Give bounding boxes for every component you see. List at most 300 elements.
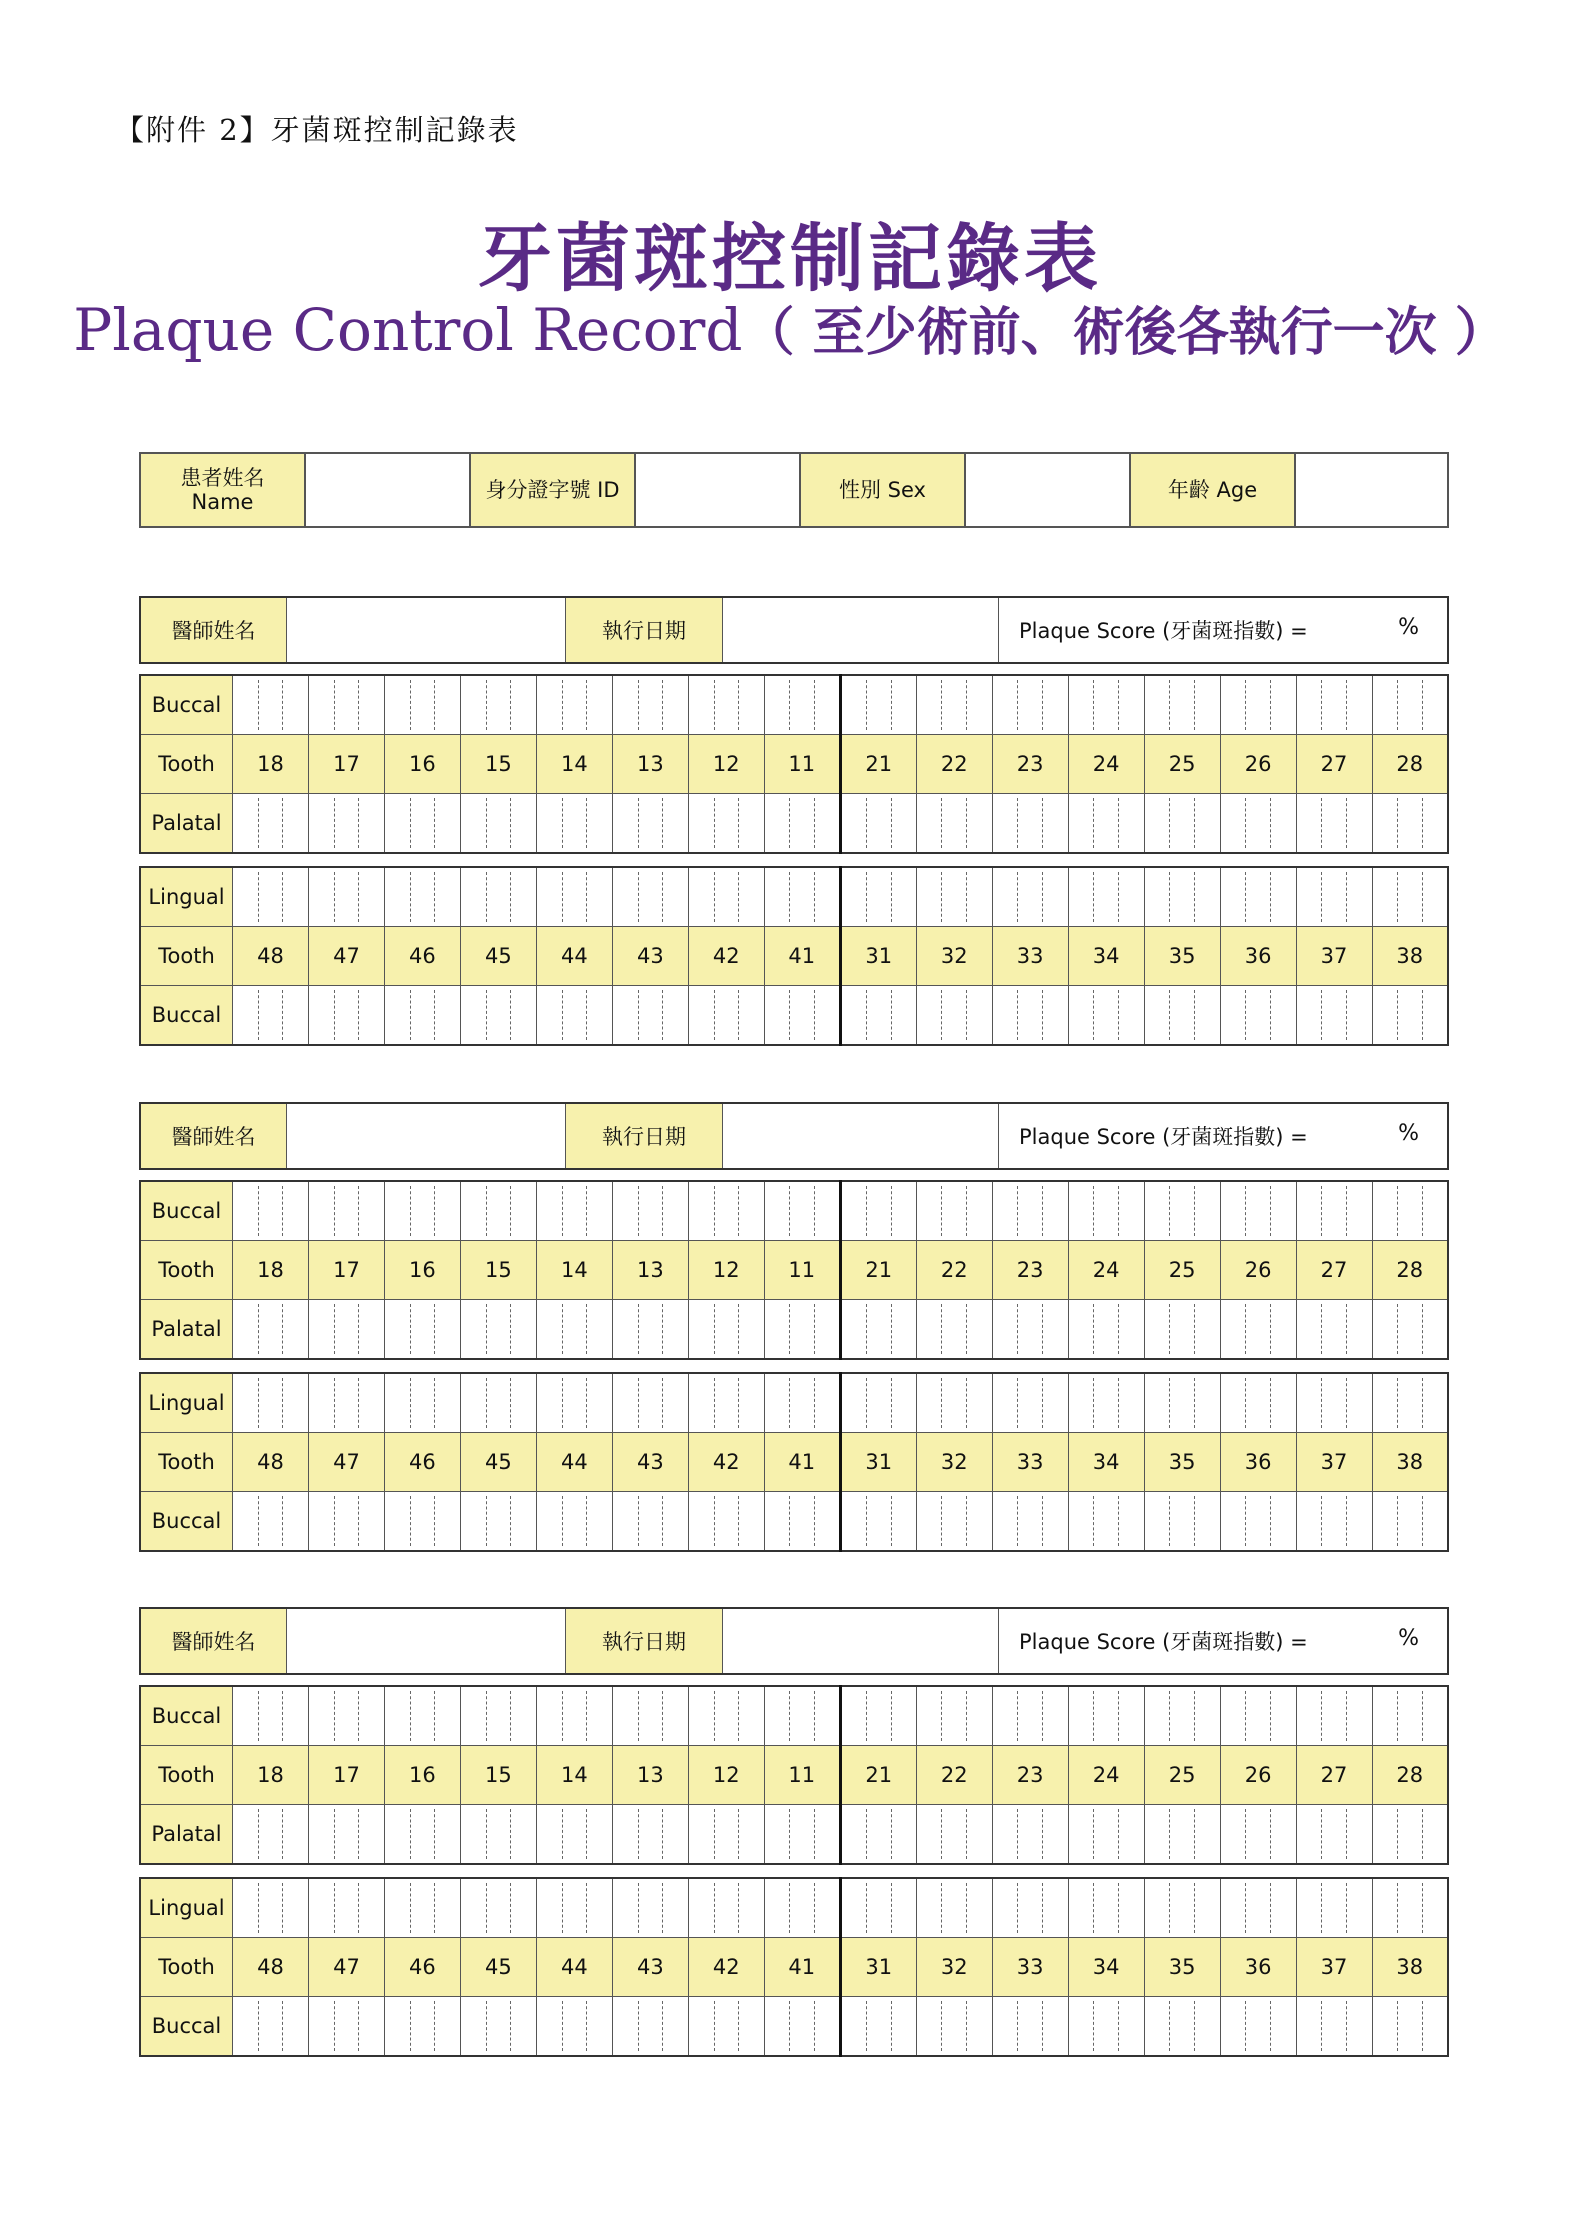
surface-divider bbox=[1093, 1186, 1094, 1236]
date-field[interactable] bbox=[723, 1103, 999, 1169]
surface-divider bbox=[738, 1883, 739, 1933]
upper-bottom-surface-cell[interactable] bbox=[1068, 1300, 1144, 1360]
upper-bottom-surface-cell[interactable] bbox=[840, 1300, 916, 1360]
upper-bottom-surface-row bbox=[140, 1300, 1448, 1360]
lower-top-surface-cell[interactable] bbox=[1296, 1373, 1372, 1433]
surface-divider bbox=[562, 680, 563, 730]
upper-top-surface-cell[interactable] bbox=[1372, 1686, 1448, 1746]
surface-divider bbox=[738, 680, 739, 730]
surface-divider bbox=[714, 1186, 715, 1236]
surface-divider bbox=[1270, 872, 1271, 922]
upper-top-surface-cell[interactable] bbox=[233, 1181, 309, 1241]
lower-bottom-surface-cell[interactable] bbox=[840, 1997, 916, 2057]
surface-divider bbox=[1118, 1809, 1119, 1859]
upper-top-surface-cell[interactable] bbox=[460, 1686, 536, 1746]
upper-bottom-surface-cell[interactable] bbox=[992, 1300, 1068, 1360]
upper-top-surface-cell[interactable] bbox=[764, 675, 840, 735]
upper-top-surface-cell[interactable] bbox=[460, 1181, 536, 1241]
upper-top-surface-cell[interactable] bbox=[840, 1181, 916, 1241]
lower-top-surface-cell[interactable] bbox=[460, 867, 536, 927]
lower-top-surface-cell[interactable] bbox=[233, 867, 309, 927]
surface-divider bbox=[258, 1883, 259, 1933]
lower-bottom-surface-cell[interactable] bbox=[688, 1997, 764, 2057]
surface-divider bbox=[814, 1186, 815, 1236]
page-title: 牙菌斑控制記錄表 bbox=[478, 216, 1102, 302]
lower-bottom-surface-cell[interactable] bbox=[1372, 1492, 1448, 1552]
upper-top-surface-cell[interactable] bbox=[308, 1181, 384, 1241]
lower-top-surface-cell[interactable] bbox=[916, 1878, 992, 1938]
upper-top-surface-cell[interactable] bbox=[840, 1686, 916, 1746]
upper-top-surface-cell[interactable] bbox=[764, 1686, 840, 1746]
surface-divider bbox=[789, 680, 790, 730]
upper-arch-table bbox=[139, 1685, 1449, 1865]
surface-divider bbox=[662, 1186, 663, 1236]
upper-bottom-surface-cell[interactable] bbox=[1372, 794, 1448, 854]
lower-bottom-surface-cell[interactable] bbox=[308, 1492, 384, 1552]
lower-bottom-surface-cell[interactable] bbox=[536, 1997, 612, 2057]
tooth-number: 44 bbox=[536, 1938, 612, 1997]
lower-bottom-surface-cell[interactable] bbox=[612, 1492, 688, 1552]
upper-bottom-surface-cell[interactable] bbox=[1296, 794, 1372, 854]
surface-divider bbox=[1169, 680, 1170, 730]
surface-divider bbox=[789, 1378, 790, 1428]
lower-top-surface-cell[interactable] bbox=[916, 1373, 992, 1433]
upper-bottom-surface-cell[interactable] bbox=[764, 1300, 840, 1360]
surface-divider bbox=[1169, 872, 1170, 922]
upper-bottom-surface-cell[interactable] bbox=[1296, 1300, 1372, 1360]
surface-divider bbox=[1422, 680, 1423, 730]
attachment-label: 【附件 2】牙菌斑控制記錄表 bbox=[115, 113, 519, 147]
lower-bottom-surface-cell[interactable] bbox=[1220, 1997, 1296, 2057]
lower-top-surface-cell[interactable] bbox=[764, 1878, 840, 1938]
surface-divider bbox=[1321, 872, 1322, 922]
tooth-number-row bbox=[140, 1433, 1448, 1492]
surface-divider bbox=[1093, 1691, 1094, 1741]
lower-top-surface-cell[interactable] bbox=[764, 1373, 840, 1433]
upper-bottom-surface-cell[interactable] bbox=[460, 794, 536, 854]
upper-bottom-surface-cell[interactable] bbox=[460, 1300, 536, 1360]
lower-bottom-surface-cell[interactable] bbox=[1220, 986, 1296, 1046]
lower-bottom-surface-cell[interactable] bbox=[1068, 1492, 1144, 1552]
upper-top-surface-cell[interactable] bbox=[916, 1181, 992, 1241]
lower-bottom-surface-cell[interactable] bbox=[1296, 986, 1372, 1046]
upper-top-surface-cell[interactable] bbox=[1296, 1686, 1372, 1746]
surface-divider bbox=[1397, 1304, 1398, 1354]
surface-divider bbox=[358, 798, 359, 848]
lower-top-surface-cell[interactable] bbox=[916, 867, 992, 927]
upper-bottom-surface-cell[interactable] bbox=[233, 794, 309, 854]
tooth-number: 37 bbox=[1296, 927, 1372, 986]
upper-bottom-surface-cell[interactable] bbox=[536, 794, 612, 854]
lower-top-surface-cell[interactable] bbox=[1372, 867, 1448, 927]
upper-top-surface-cell[interactable] bbox=[1296, 675, 1372, 735]
lower-bottom-surface-cell[interactable] bbox=[1144, 986, 1220, 1046]
lower-bottom-surface-cell[interactable] bbox=[612, 986, 688, 1046]
upper-top-surface-cell[interactable] bbox=[536, 1181, 612, 1241]
id-field[interactable] bbox=[635, 453, 800, 527]
upper-bottom-surface-cell[interactable] bbox=[308, 1805, 384, 1865]
upper-top-surface-cell[interactable] bbox=[992, 1181, 1068, 1241]
lower-bottom-surface-cell[interactable] bbox=[1144, 1997, 1220, 2057]
surface-divider bbox=[1017, 1691, 1018, 1741]
upper-top-surface-cell[interactable] bbox=[384, 1181, 460, 1241]
lower-top-surface-cell[interactable] bbox=[536, 1373, 612, 1433]
surface-divider bbox=[282, 1883, 283, 1933]
tooth-number: 38 bbox=[1372, 927, 1448, 986]
lower-top-surface-cell[interactable] bbox=[460, 1373, 536, 1433]
lower-bottom-surface-cell[interactable] bbox=[764, 1492, 840, 1552]
surface-divider bbox=[1397, 2001, 1398, 2051]
tooth-number: 45 bbox=[460, 1938, 536, 1997]
surface-divider bbox=[1017, 680, 1018, 730]
upper-bottom-surface-cell[interactable] bbox=[1068, 1805, 1144, 1865]
surface-divider bbox=[1245, 872, 1246, 922]
upper-bottom-surface-cell[interactable] bbox=[916, 1300, 992, 1360]
tooth-number: 13 bbox=[612, 1746, 688, 1805]
upper-top-surface-cell[interactable] bbox=[1068, 1181, 1144, 1241]
surface-divider bbox=[1194, 1809, 1195, 1859]
upper-bottom-surface-cell[interactable] bbox=[612, 1300, 688, 1360]
lower-bottom-surface-cell[interactable] bbox=[916, 1997, 992, 2057]
plaque-score-field[interactable] bbox=[999, 1103, 1449, 1169]
lower-top-surface-cell[interactable] bbox=[233, 1373, 309, 1433]
lower-bottom-surface-cell[interactable] bbox=[384, 986, 460, 1046]
upper-bottom-surface-cell[interactable] bbox=[384, 1805, 460, 1865]
lower-bottom-surface-cell[interactable] bbox=[992, 1492, 1068, 1552]
surface-divider bbox=[714, 1691, 715, 1741]
upper-bottom-surface-cell[interactable] bbox=[992, 1805, 1068, 1865]
lower-top-surface-cell[interactable] bbox=[840, 1878, 916, 1938]
surface-divider bbox=[586, 798, 587, 848]
lower-top-surface-cell[interactable] bbox=[384, 1878, 460, 1938]
lower-top-surface-cell[interactable] bbox=[612, 867, 688, 927]
lower-top-surface-cell[interactable] bbox=[308, 867, 384, 927]
upper-top-surface-cell[interactable] bbox=[536, 675, 612, 735]
lower-top-surface-cell[interactable] bbox=[840, 1373, 916, 1433]
upper-bottom-surface-cell[interactable] bbox=[840, 794, 916, 854]
plaque-score-field[interactable] bbox=[999, 597, 1449, 663]
lower-bottom-surface-cell[interactable] bbox=[916, 1492, 992, 1552]
upper-top-surface-cell[interactable] bbox=[612, 675, 688, 735]
lower-bottom-surface-cell[interactable] bbox=[1144, 1492, 1220, 1552]
upper-bottom-surface-cell[interactable] bbox=[764, 1805, 840, 1865]
lower-top-surface-row bbox=[140, 867, 1448, 927]
lower-top-surface-cell[interactable] bbox=[1144, 867, 1220, 927]
upper-bottom-surface-cell[interactable] bbox=[688, 1805, 764, 1865]
surface-divider bbox=[941, 680, 942, 730]
upper-top-surface-cell[interactable] bbox=[1068, 1686, 1144, 1746]
lower-top-surface-cell[interactable] bbox=[384, 1373, 460, 1433]
upper-top-surface-cell[interactable] bbox=[1220, 1181, 1296, 1241]
surface-divider bbox=[486, 990, 487, 1040]
surface-divider bbox=[1093, 1809, 1094, 1859]
lower-bottom-surface-cell[interactable] bbox=[840, 1492, 916, 1552]
upper-top-surface-cell[interactable] bbox=[916, 675, 992, 735]
lower-arch-table bbox=[139, 1372, 1449, 1552]
surface-divider bbox=[814, 1496, 815, 1546]
surface-divider bbox=[866, 1378, 867, 1428]
surface-divider bbox=[1194, 798, 1195, 848]
lower-bottom-surface-cell[interactable] bbox=[688, 1492, 764, 1552]
lower-bottom-surface-cell[interactable] bbox=[384, 1492, 460, 1552]
upper-bottom-surface-cell[interactable] bbox=[612, 794, 688, 854]
lower-top-surface-cell[interactable] bbox=[612, 1878, 688, 1938]
upper-bottom-surface-cell[interactable] bbox=[1144, 1805, 1220, 1865]
lower-top-surface-cell[interactable] bbox=[840, 867, 916, 927]
upper-bottom-surface-cell[interactable] bbox=[308, 1300, 384, 1360]
lower-bottom-surface-cell[interactable] bbox=[536, 1492, 612, 1552]
upper-top-surface-cell[interactable] bbox=[1144, 1181, 1220, 1241]
upper-top-surface-cell[interactable] bbox=[916, 1686, 992, 1746]
upper-top-surface-cell[interactable] bbox=[1220, 675, 1296, 735]
lower-top-surface-cell[interactable] bbox=[1296, 867, 1372, 927]
lower-top-surface-cell[interactable] bbox=[1144, 1373, 1220, 1433]
lower-bottom-surface-label: Buccal bbox=[140, 986, 233, 1046]
name-field[interactable] bbox=[305, 453, 470, 527]
upper-top-surface-cell[interactable] bbox=[1220, 1686, 1296, 1746]
tooth-number: 32 bbox=[916, 927, 992, 986]
lower-top-surface-cell[interactable] bbox=[1220, 1878, 1296, 1938]
lower-bottom-surface-cell[interactable] bbox=[992, 986, 1068, 1046]
surface-divider bbox=[510, 872, 511, 922]
upper-bottom-surface-cell[interactable] bbox=[308, 794, 384, 854]
surface-divider bbox=[434, 1378, 435, 1428]
surface-divider bbox=[891, 2001, 892, 2051]
upper-bottom-surface-cell[interactable] bbox=[1372, 1300, 1448, 1360]
surface-divider bbox=[789, 798, 790, 848]
upper-top-surface-cell[interactable] bbox=[764, 1181, 840, 1241]
surface-divider bbox=[1346, 680, 1347, 730]
lower-top-surface-cell[interactable] bbox=[1220, 867, 1296, 927]
lower-top-surface-cell[interactable] bbox=[688, 867, 764, 927]
lower-top-surface-cell[interactable] bbox=[384, 867, 460, 927]
surface-divider bbox=[334, 1304, 335, 1354]
surface-divider bbox=[638, 1186, 639, 1236]
upper-top-surface-cell[interactable] bbox=[384, 1686, 460, 1746]
lower-bottom-surface-cell[interactable] bbox=[764, 986, 840, 1046]
lower-top-surface-cell[interactable] bbox=[308, 1373, 384, 1433]
percent-sign: % bbox=[1398, 1121, 1419, 1146]
upper-top-surface-cell[interactable] bbox=[1068, 675, 1144, 735]
upper-top-surface-cell[interactable] bbox=[1372, 1181, 1448, 1241]
lower-bottom-surface-cell[interactable] bbox=[1220, 1492, 1296, 1552]
upper-bottom-surface-cell[interactable] bbox=[688, 1300, 764, 1360]
upper-top-surface-cell[interactable] bbox=[233, 1686, 309, 1746]
lower-bottom-surface-cell[interactable] bbox=[460, 986, 536, 1046]
lower-top-surface-cell[interactable] bbox=[1372, 1878, 1448, 1938]
surface-divider bbox=[1245, 1883, 1246, 1933]
upper-top-surface-cell[interactable] bbox=[1144, 1686, 1220, 1746]
surface-divider bbox=[891, 1883, 892, 1933]
upper-bottom-surface-cell[interactable] bbox=[1220, 1300, 1296, 1360]
surface-divider bbox=[1422, 1691, 1423, 1741]
upper-bottom-surface-cell[interactable] bbox=[233, 1300, 309, 1360]
lower-top-surface-cell[interactable] bbox=[612, 1373, 688, 1433]
lower-bottom-surface-cell[interactable] bbox=[536, 986, 612, 1046]
lower-bottom-surface-cell[interactable] bbox=[916, 986, 992, 1046]
date-field[interactable] bbox=[723, 1608, 999, 1674]
lower-bottom-surface-cell[interactable] bbox=[992, 1997, 1068, 2057]
lower-top-surface-label: Lingual bbox=[140, 867, 233, 927]
surface-divider bbox=[1245, 1496, 1246, 1546]
lower-bottom-surface-cell[interactable] bbox=[460, 1492, 536, 1552]
tooth-number: 32 bbox=[916, 1938, 992, 1997]
surface-divider bbox=[258, 1691, 259, 1741]
lower-bottom-surface-cell[interactable] bbox=[612, 1997, 688, 2057]
surface-divider bbox=[586, 990, 587, 1040]
upper-bottom-surface-cell[interactable] bbox=[1220, 794, 1296, 854]
lower-bottom-surface-cell[interactable] bbox=[1296, 1997, 1372, 2057]
tooth-number-row bbox=[140, 735, 1448, 794]
doctor-field[interactable] bbox=[287, 1103, 566, 1169]
lower-bottom-surface-cell[interactable] bbox=[840, 986, 916, 1046]
upper-bottom-surface-cell[interactable] bbox=[688, 794, 764, 854]
upper-top-surface-cell[interactable] bbox=[688, 1181, 764, 1241]
lower-bottom-surface-cell[interactable] bbox=[1296, 1492, 1372, 1552]
upper-bottom-surface-cell[interactable] bbox=[1144, 1300, 1220, 1360]
upper-bottom-surface-cell[interactable] bbox=[1144, 794, 1220, 854]
lower-top-surface-cell[interactable] bbox=[233, 1878, 309, 1938]
upper-top-surface-cell[interactable] bbox=[688, 1686, 764, 1746]
upper-bottom-surface-cell[interactable] bbox=[536, 1805, 612, 1865]
surface-divider bbox=[434, 872, 435, 922]
lower-top-surface-cell[interactable] bbox=[536, 1878, 612, 1938]
upper-bottom-surface-cell[interactable] bbox=[1372, 1805, 1448, 1865]
upper-top-surface-cell[interactable] bbox=[536, 1686, 612, 1746]
lower-bottom-surface-cell[interactable] bbox=[688, 986, 764, 1046]
upper-top-surface-cell[interactable] bbox=[612, 1181, 688, 1241]
surface-divider bbox=[966, 1304, 967, 1354]
tooth-number: 46 bbox=[384, 1433, 460, 1492]
date-field[interactable] bbox=[723, 597, 999, 663]
upper-bottom-surface-cell[interactable] bbox=[612, 1805, 688, 1865]
upper-top-surface-cell[interactable] bbox=[612, 1686, 688, 1746]
upper-bottom-surface-cell[interactable] bbox=[1068, 794, 1144, 854]
tooth-number: 11 bbox=[764, 735, 840, 794]
lower-bottom-surface-cell[interactable] bbox=[1372, 986, 1448, 1046]
upper-bottom-surface-cell[interactable] bbox=[764, 794, 840, 854]
surface-divider bbox=[966, 1883, 967, 1933]
upper-top-surface-cell[interactable] bbox=[992, 675, 1068, 735]
lower-top-surface-cell[interactable] bbox=[688, 1878, 764, 1938]
surface-divider bbox=[1042, 1186, 1043, 1236]
upper-bottom-surface-cell[interactable] bbox=[916, 794, 992, 854]
tooth-number: 22 bbox=[916, 1241, 992, 1300]
lower-top-surface-cell[interactable] bbox=[992, 1373, 1068, 1433]
upper-top-surface-cell[interactable] bbox=[384, 675, 460, 735]
surface-divider bbox=[638, 798, 639, 848]
surface-divider bbox=[662, 1304, 663, 1354]
surface-divider bbox=[1017, 1304, 1018, 1354]
sex-field[interactable] bbox=[965, 453, 1130, 527]
lower-top-surface-cell[interactable] bbox=[1296, 1878, 1372, 1938]
lower-top-surface-cell[interactable] bbox=[1068, 1373, 1144, 1433]
lower-bottom-surface-cell[interactable] bbox=[233, 986, 309, 1046]
upper-bottom-surface-cell[interactable] bbox=[384, 1300, 460, 1360]
upper-top-surface-cell[interactable] bbox=[233, 675, 309, 735]
upper-bottom-surface-cell[interactable] bbox=[916, 1805, 992, 1865]
lower-top-surface-cell[interactable] bbox=[1220, 1373, 1296, 1433]
upper-top-surface-cell[interactable] bbox=[840, 675, 916, 735]
tooth-number: 36 bbox=[1220, 1938, 1296, 1997]
lower-top-surface-cell[interactable] bbox=[1068, 1878, 1144, 1938]
plaque-score-field[interactable] bbox=[999, 1608, 1449, 1674]
lower-top-surface-cell[interactable] bbox=[688, 1373, 764, 1433]
surface-divider bbox=[510, 1378, 511, 1428]
upper-top-surface-cell[interactable] bbox=[308, 1686, 384, 1746]
lower-top-surface-cell[interactable] bbox=[1372, 1373, 1448, 1433]
doctor-field[interactable] bbox=[287, 1608, 566, 1674]
lower-bottom-surface-cell[interactable] bbox=[308, 986, 384, 1046]
tooth-row-label: Tooth bbox=[140, 1938, 233, 1997]
lower-top-surface-cell[interactable] bbox=[764, 867, 840, 927]
lower-bottom-surface-cell[interactable] bbox=[1372, 1997, 1448, 2057]
upper-top-surface-cell[interactable] bbox=[1296, 1181, 1372, 1241]
surface-divider bbox=[638, 1378, 639, 1428]
upper-top-surface-cell[interactable] bbox=[992, 1686, 1068, 1746]
upper-top-surface-cell[interactable] bbox=[1372, 675, 1448, 735]
surface-divider bbox=[1270, 990, 1271, 1040]
doctor-label: 醫師姓名 bbox=[140, 597, 287, 663]
upper-bottom-surface-cell[interactable] bbox=[384, 794, 460, 854]
surface-divider bbox=[941, 1883, 942, 1933]
age-field[interactable] bbox=[1295, 453, 1448, 527]
lower-bottom-surface-cell[interactable] bbox=[460, 1997, 536, 2057]
surface-divider bbox=[1093, 798, 1094, 848]
lower-bottom-surface-cell[interactable] bbox=[1068, 1997, 1144, 2057]
lower-bottom-surface-cell[interactable] bbox=[1068, 986, 1144, 1046]
surface-divider bbox=[814, 2001, 815, 2051]
upper-top-surface-cell[interactable] bbox=[460, 675, 536, 735]
upper-bottom-surface-cell[interactable] bbox=[840, 1805, 916, 1865]
upper-top-surface-cell[interactable] bbox=[308, 675, 384, 735]
lower-top-surface-cell[interactable] bbox=[1144, 1878, 1220, 1938]
upper-bottom-surface-cell[interactable] bbox=[1220, 1805, 1296, 1865]
lower-top-surface-cell[interactable] bbox=[536, 867, 612, 927]
lower-top-surface-cell[interactable] bbox=[1068, 867, 1144, 927]
lower-bottom-surface-cell[interactable] bbox=[233, 1997, 309, 2057]
surface-divider bbox=[941, 1378, 942, 1428]
tooth-number: 48 bbox=[233, 927, 309, 986]
surface-divider bbox=[486, 1691, 487, 1741]
surface-divider bbox=[738, 1304, 739, 1354]
lower-bottom-surface-cell[interactable] bbox=[308, 1997, 384, 2057]
lower-top-surface-cell[interactable] bbox=[460, 1878, 536, 1938]
surface-divider bbox=[1017, 1186, 1018, 1236]
lower-top-surface-cell[interactable] bbox=[992, 1878, 1068, 1938]
upper-bottom-surface-cell[interactable] bbox=[536, 1300, 612, 1360]
upper-top-surface-cell[interactable] bbox=[688, 675, 764, 735]
surface-divider bbox=[486, 1883, 487, 1933]
surface-divider bbox=[1017, 1809, 1018, 1859]
lower-top-surface-cell[interactable] bbox=[308, 1878, 384, 1938]
upper-bottom-surface-cell[interactable] bbox=[992, 794, 1068, 854]
lower-bottom-surface-cell[interactable] bbox=[233, 1492, 309, 1552]
lower-bottom-surface-cell[interactable] bbox=[764, 1997, 840, 2057]
upper-bottom-surface-cell[interactable] bbox=[233, 1805, 309, 1865]
lower-top-surface-cell[interactable] bbox=[992, 867, 1068, 927]
surface-divider bbox=[434, 1883, 435, 1933]
surface-divider bbox=[941, 1304, 942, 1354]
upper-bottom-surface-cell[interactable] bbox=[1296, 1805, 1372, 1865]
surface-divider bbox=[434, 1186, 435, 1236]
surface-divider bbox=[714, 990, 715, 1040]
surface-divider bbox=[638, 1883, 639, 1933]
upper-bottom-surface-cell[interactable] bbox=[460, 1805, 536, 1865]
lower-bottom-surface-cell[interactable] bbox=[384, 1997, 460, 2057]
upper-top-surface-cell[interactable] bbox=[1144, 675, 1220, 735]
doctor-field[interactable] bbox=[287, 597, 566, 663]
